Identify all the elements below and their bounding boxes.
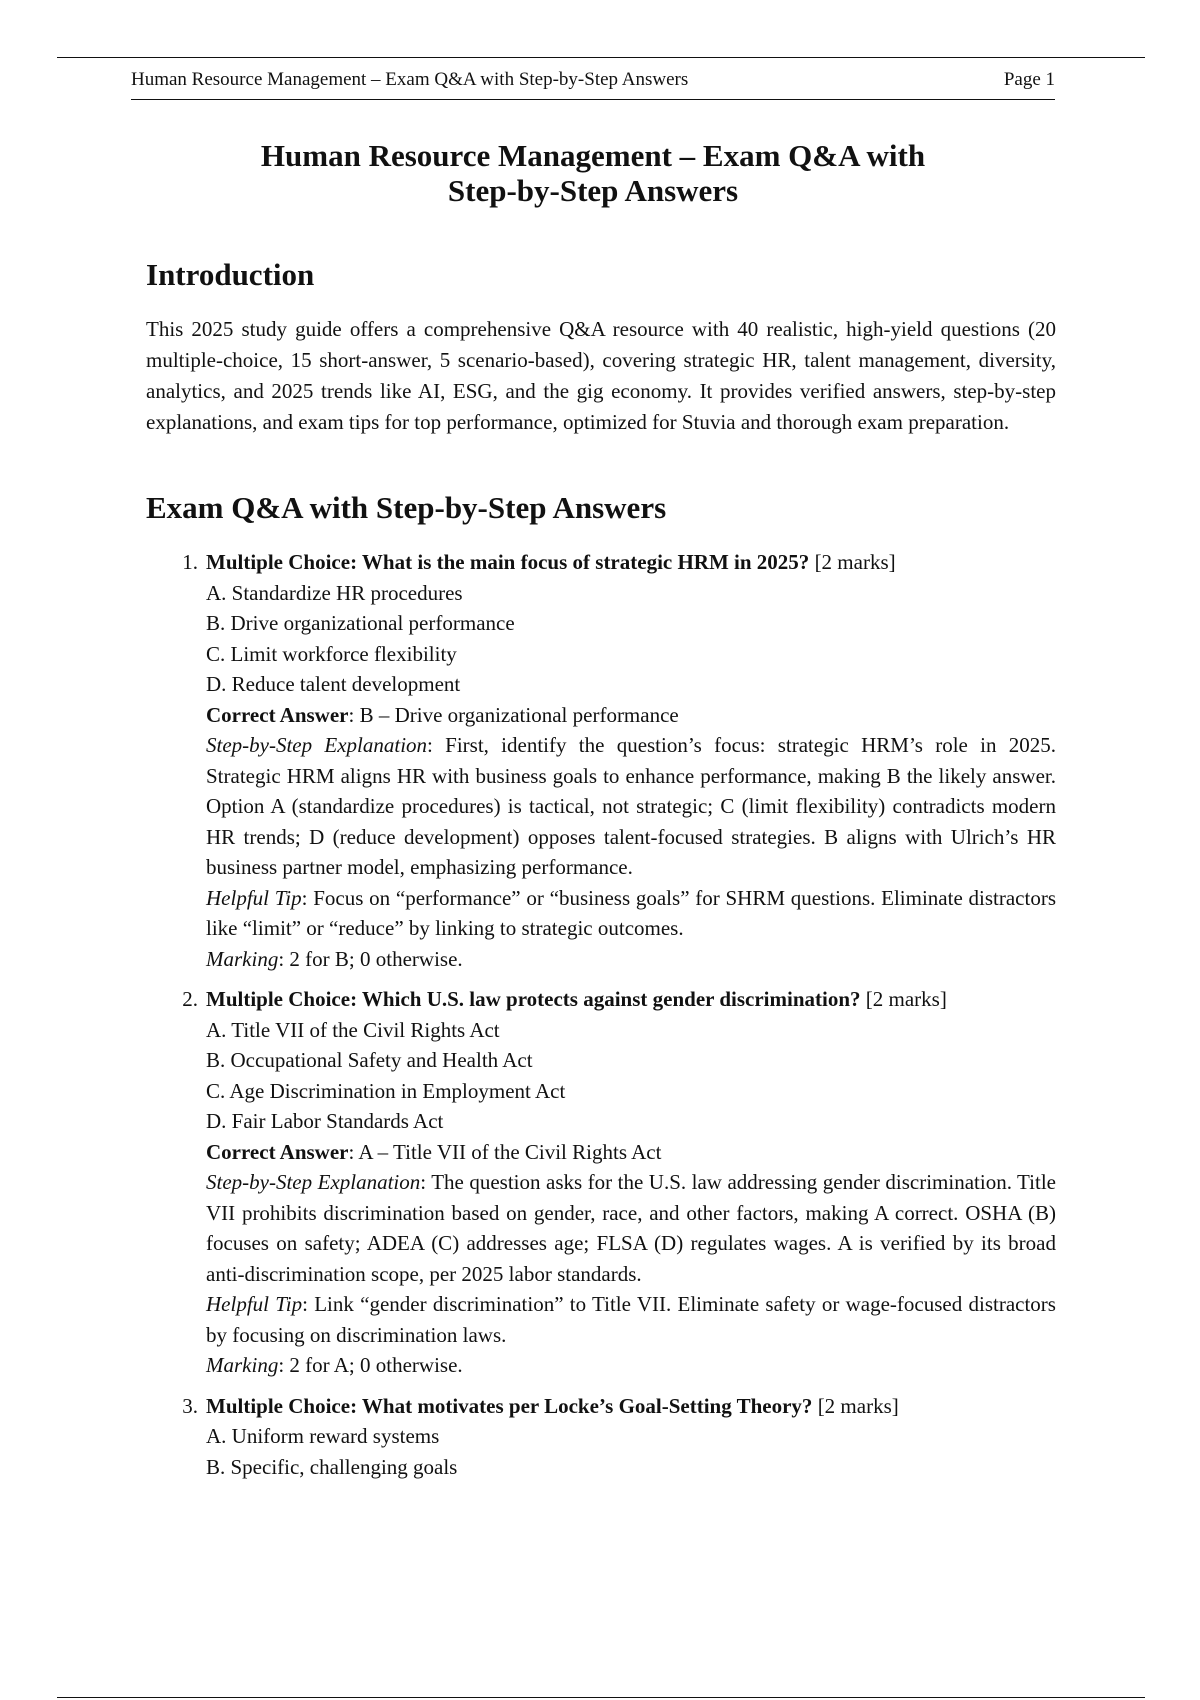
question-number: 2. (182, 987, 198, 1011)
question-number: 1. (182, 550, 198, 574)
correct-answer-value: B – Drive organizational performance (359, 702, 679, 727)
qa-heading: Exam Q&A with Step-by-Step Answers (146, 490, 667, 525)
tip-text: Focus on “performance” or “business goals” for SHRM questions. Eliminate distractors like “limit” or “reduce” by linking to strategic outcomes. (206, 885, 1056, 940)
tip-label: Helpful Tip (206, 885, 302, 910)
explanation-text: First, identify the question’s focus: strategic HRM’s role in 2025. Strategic HRM aligns HR with business goals to enhance performance, making B the likely answer. Option A (standardize procedures) is tactical, not strategic; C (limit flexibility) contradicts modern HR trends; D (reduce development) opposes talent-focused strategies. B aligns with Ulrich’s HR business partner model, emphasizing performance. (206, 733, 1056, 879)
helpful-tip: Helpful Tip: Link “gender discrimination” to Title VII. Eliminate safety or wage-focused distractors by focusing on discrimination laws. (206, 1292, 1056, 1347)
tip-label: Helpful Tip (206, 1292, 303, 1316)
correct-answer: Correct Answer: B – Drive organizational performance (206, 702, 679, 727)
option-d: D. Fair Labor Standards Act (206, 1109, 444, 1133)
question-body (206, 547, 1056, 974)
correct-answer-value: A – Title VII of the Civil Rights Act (358, 1139, 662, 1164)
marking-label: Marking (206, 1353, 279, 1377)
question-list (146, 547, 1056, 1482)
correct-answer: Correct Answer: A – Title VII of the Civil Rights Act (206, 1139, 662, 1164)
question-body (206, 1391, 1056, 1483)
page-content (146, 255, 1056, 1492)
introduction-section (146, 255, 1056, 438)
question-item (146, 984, 1056, 1381)
introduction-text: This 2025 study guide offers a comprehensive Q&A resource with 40 realistic, high-yield questions (20 multiple-choice, 15 short-answer, 5 scenario-based), covering strategic HR, talent management, diversity, analytics, and 2025 trends like AI, ESG, and the gig economy. It provides verified answers, step-by-step explanations, and exam tips for top performance, optimized for Stuvia and thorough exam preparation. (146, 317, 1056, 434)
option-c: C. Age Discrimination in Employment Act (206, 1078, 566, 1103)
explanation-label: Step-by-Step Explanation (206, 1170, 421, 1194)
running-title: Human Resource Management – Exam Q&A with Step-by-Step Answers (131, 69, 689, 90)
option-c: C. Limit workforce flexibility (206, 641, 457, 666)
title-line-1: Human Resource Management – Exam Q&A with (260, 138, 926, 173)
question-body (206, 984, 1056, 1381)
question-line (206, 547, 1056, 578)
correct-answer-label: Correct Answer (206, 702, 349, 727)
option-b: B. Specific, challenging goals (206, 1454, 458, 1479)
option-a: A. Uniform reward systems (206, 1424, 440, 1448)
question-line (206, 1391, 1056, 1422)
question-number: 3. (182, 1393, 198, 1418)
marking-label: Marking (206, 946, 279, 971)
qa-section (146, 488, 1056, 1482)
option-a: A. Title VII of the Civil Rights Act (206, 1017, 500, 1042)
explanation: Step-by-Step Explanation: The question asks for the U.S. law addressing gender discrimination. Title VII prohibits discrimination based on gender, race, and other factors, making A correct. OSHA (B) focuses on safety; ADEA (C) addresses age; FLSA (D) regulates wages. A is verified by its broad anti-discrimination scope, per 2025 labor standards. (206, 1170, 1056, 1286)
introduction-heading: Introduction (146, 257, 315, 292)
document-title (131, 138, 1055, 208)
question-text: Multiple Choice: Which U.S. law protects against gender discrimination? (206, 987, 861, 1011)
option-a: A. Standardize HR procedures (206, 580, 463, 605)
marking: Marking: 2 for A; 0 otherwise. (206, 1353, 463, 1377)
question-line (206, 984, 1056, 1015)
question-item (146, 1391, 1056, 1483)
top-rule (57, 57, 1145, 58)
marking: Marking: 2 for B; 0 otherwise. (206, 946, 463, 971)
question-marks: [2 marks] (865, 987, 947, 1011)
question-text: Multiple Choice: What motivates per Locke’s Goal-Setting Theory? (206, 1393, 813, 1418)
question-item (146, 547, 1056, 974)
bottom-rule (57, 1697, 1145, 1698)
explanation: Step-by-Step Explanation: First, identify the question’s focus: strategic HRM’s role in 2025. Strategic HRM aligns HR with business goals to enhance performance, making B the likely answer. Option A (standardize procedures) is tactical, not strategic; C (limit flexibility) contradicts modern HR trends; D (reduce development) opposes talent-focused strategies. B aligns with Ulrich’s HR business partner model, emphasizing performance. (206, 733, 1056, 879)
option-b: B. Drive organizational performance (206, 611, 515, 635)
title-line-2: Step-by-Step Answers (447, 173, 739, 208)
marking-text: 2 for B; 0 otherwise. (289, 946, 463, 971)
question-marks: [2 marks] (817, 1393, 899, 1418)
running-header (131, 69, 1055, 100)
explanation-text: The question asks for the U.S. law addressing gender discrimination. Title VII prohibits discrimination based on gender, race, and other factors, making A correct. OSHA (B) focuses on safety; ADEA (C) addresses age; FLSA (D) regulates wages. A is verified by its broad anti-discrimination scope, per 2025 labor standards. (206, 1170, 1056, 1286)
question-marks: [2 marks] (814, 550, 896, 574)
tip-text: Link “gender discrimination” to Title VII. Eliminate safety or wage-focused distractors by focusing on discrimination laws. (206, 1292, 1056, 1347)
question-text: Multiple Choice: What is the main focus of strategic HRM in 2025? (206, 550, 810, 574)
marking-text: 2 for A; 0 otherwise. (289, 1353, 463, 1377)
option-d: D. Reduce talent development (206, 672, 461, 696)
helpful-tip: Helpful Tip: Focus on “performance” or “business goals” for SHRM questions. Eliminate distractors like “limit” or “reduce” by linking to strategic outcomes. (206, 885, 1056, 940)
correct-answer-label: Correct Answer (206, 1139, 349, 1164)
option-b: B. Occupational Safety and Health Act (206, 1048, 533, 1072)
page-number: Page 1 (1003, 69, 1055, 90)
explanation-label: Step-by-Step Explanation (206, 733, 428, 757)
